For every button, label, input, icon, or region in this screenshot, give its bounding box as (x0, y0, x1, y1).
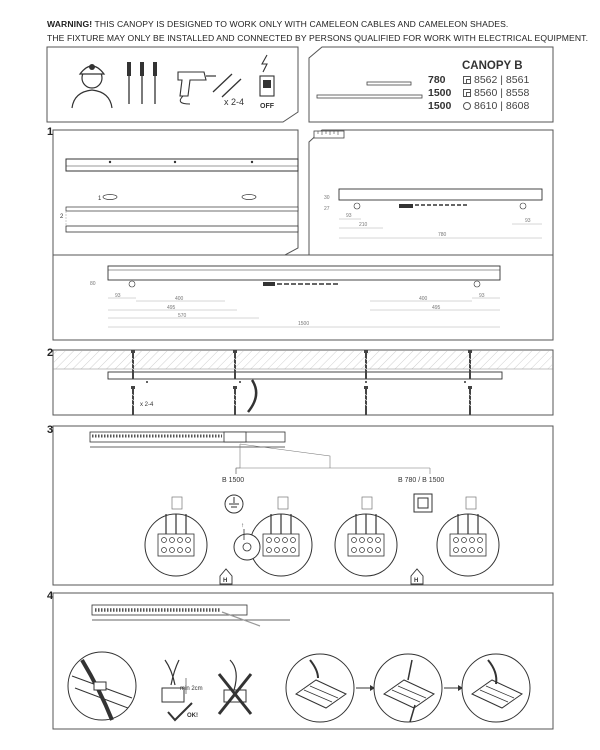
min-length-ok-illustration (162, 660, 203, 720)
step-2-screws-qty: x 2-4 (140, 402, 154, 408)
connector-step-1 (286, 654, 354, 722)
label-b1500: B 1500 (222, 477, 245, 484)
dim-780-c: 93 (525, 218, 531, 224)
dim-1500-f: 93 (479, 293, 485, 299)
variant-length: 1500 (428, 87, 452, 99)
step-2-panel (53, 350, 553, 415)
step-4-number: 4 (47, 590, 54, 602)
variant-length: 1500 (428, 100, 452, 112)
wiring-detail-3 (335, 514, 397, 576)
dimension-drawing-1500 (90, 266, 500, 327)
canopy-short-illustration (367, 82, 411, 85)
dim-1500-b: 400 (175, 296, 184, 302)
arrow-right-icon (356, 685, 375, 691)
step-1-number: 1 (47, 126, 54, 138)
dim-780-a: 93 (346, 213, 352, 219)
ok-label: OK! (187, 713, 198, 719)
variant-codes: 8560 | 8558 (474, 87, 530, 99)
variant-codes: 8562 | 8561 (474, 74, 530, 86)
double-insulation-icon (463, 76, 471, 84)
screws-qty-label: x 2-4 (224, 97, 245, 107)
variant-row-1500-b (428, 100, 529, 112)
drill-icon (178, 72, 216, 104)
power-cable (248, 380, 256, 412)
ruler-icon (314, 131, 344, 138)
step-4-panel (53, 593, 553, 729)
power-off-icon (260, 55, 275, 110)
variant-length: 780 (428, 74, 446, 86)
wiring-detail-1 (145, 514, 207, 576)
dim-780-h1: 30 (324, 195, 330, 201)
dim-1500-d: 570 (178, 313, 187, 319)
product-title: CANOPY B (462, 60, 523, 72)
substep-2-label: 2 (60, 214, 64, 220)
dim-1500-a: 93 (115, 293, 121, 299)
cable-clip-detail (68, 652, 136, 720)
dim-1500-e: 400 (419, 296, 428, 302)
off-label: OFF (260, 103, 274, 110)
electrician-icon (72, 64, 112, 108)
step-1-panel (53, 130, 553, 340)
dim-780-b: 210 (359, 222, 368, 228)
warning-line1: THIS CANOPY IS DESIGNED TO WORK ONLY WITH CAMELEON CABLES AND CAMELEON SHADES. (92, 19, 509, 29)
house-icon (411, 569, 423, 584)
svg-text:H: H (414, 578, 419, 584)
step-3-panel (53, 426, 553, 585)
dim-1500-g: 495 (432, 305, 441, 311)
step-2-number: 2 (47, 347, 54, 359)
wiring-detail-4 (437, 514, 499, 576)
tools-panel (47, 47, 298, 122)
dim-1500-total: 1500 (298, 321, 310, 327)
warning-prefix: WARNING! (47, 19, 93, 29)
substep-1-label: 1 (98, 196, 102, 202)
double-insulation-icon (414, 494, 432, 512)
dim-780-h2: 27 (324, 206, 330, 212)
wall-plug-screws-icon (213, 74, 244, 107)
dim-1500-c: 495 (167, 305, 176, 311)
dimension-drawing-780 (324, 189, 542, 238)
svg-text:↑: ↑ (241, 523, 244, 529)
screwdriver-icon (127, 62, 157, 104)
label-b780-b1500: B 780 / B 1500 (398, 477, 445, 484)
dim-780-total: 780 (438, 232, 447, 238)
arrow-right-icon (444, 685, 463, 691)
variant-row-1500-a (428, 87, 529, 99)
dim-1500-h: 80 (90, 281, 96, 287)
wrong-cross-icon (219, 660, 251, 714)
house-icon (220, 569, 232, 584)
variant-codes: 8610 | 8608 (474, 100, 530, 112)
ceiling-hatch (54, 351, 552, 369)
canopy-long-illustration (317, 95, 422, 98)
double-insulation-icon (463, 89, 471, 97)
step-3-number: 3 (47, 424, 54, 436)
connector-step-2 (374, 654, 442, 722)
variant-row-780 (428, 74, 529, 86)
warning-line2: THE FIXTURE MAY ONLY BE INSTALLED AND CONNECTED BY PERSONS QUALIFIED FOR WORK WITH ELECTRICAL EQUIPMENT. (47, 33, 589, 43)
svg-text:H: H (223, 578, 228, 584)
min-2cm-label: min 2cm (180, 686, 203, 692)
connector-step-3 (462, 654, 530, 722)
earth-symbol-icon (225, 495, 243, 513)
earth-symbol-icon (463, 102, 471, 110)
screw-icon (131, 386, 135, 415)
